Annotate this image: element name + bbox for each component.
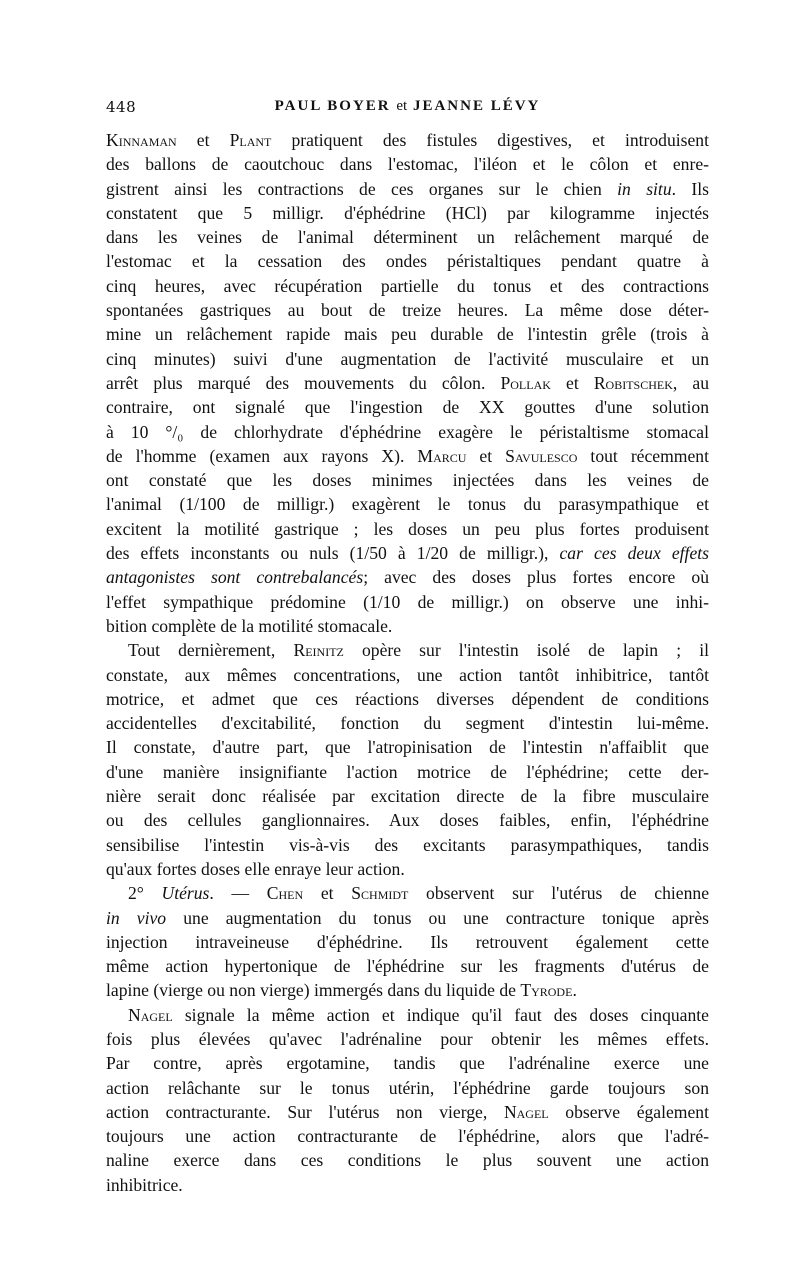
text-run: fois plus élevées qu'avec l'adrénaline pour obtenir les mêmes effets. — [106, 1028, 709, 1049]
text-line — [106, 1051, 709, 1075]
text-run: d'une manière insignifiante l'action motrice de l'éphédrine; cette der- — [106, 761, 709, 782]
text-line — [106, 249, 709, 273]
author-conjunction: et — [396, 98, 408, 114]
text-run: Tout dernièrement, — [128, 640, 294, 661]
text-run: signale la même action et indique qu'il faut des doses cinquante — [172, 1004, 709, 1025]
text-run: tout récemment — [577, 445, 709, 466]
text-line — [106, 954, 709, 978]
text-run: bition complète de la motilité stomacale. — [106, 615, 393, 636]
text-run: l'effet sympathique prédomine (1/10 de milligr.) on observe une inhi- — [106, 591, 709, 612]
text-run: action contracturante. Sur l'utérus non vierge, — [106, 1101, 504, 1122]
text-run: . Ils — [671, 178, 709, 199]
text-line — [106, 468, 709, 492]
text-line — [106, 420, 709, 444]
text-line — [106, 808, 709, 832]
italic-text: antagonistes sont contrebalancés — [106, 567, 364, 588]
text-line — [106, 1027, 709, 1051]
text-run: arrêt plus marqué des mouvements du côlon. — [106, 372, 501, 393]
text-line — [106, 444, 709, 468]
author-name: Pollak — [500, 372, 551, 393]
author-name: Robitschek — [593, 372, 673, 393]
text-line — [106, 128, 709, 152]
text-run: ou des cellules ganglionnaires. Aux doses faibles, enfin, l'éphédrine — [106, 810, 709, 831]
italic-text: Utérus — [161, 883, 210, 904]
text-run: sensibilise l'intestin vis-à-vis des excitants parasympathiques, tandis — [106, 834, 709, 855]
text-run: ; avec des doses plus fortes encore où — [363, 567, 709, 588]
text-run: , au — [672, 372, 709, 393]
text-run: de l'homme (examen aux rayons X). — [106, 445, 418, 466]
author-2: JEANNE LÉVY — [412, 98, 541, 114]
text-line — [106, 614, 709, 638]
text-run: . — [572, 980, 577, 1001]
text-line — [106, 225, 709, 249]
text-line — [106, 735, 709, 759]
text-run: dans les veines de l'animal déterminent un relâchement marqué de — [106, 227, 709, 248]
text-run: des effets inconstants ou nuls (1/50 à 1/20 de milligr.), — [106, 543, 560, 564]
text-line — [106, 906, 709, 930]
text-run: cinq minutes) suivi d'une augmentation de l'activité musculaire et un — [106, 348, 709, 369]
text-line — [106, 322, 709, 346]
text-run: gistrent ainsi les contractions de ces organes sur le chien — [106, 178, 618, 199]
text-line — [106, 517, 709, 541]
text-line — [106, 1124, 709, 1148]
text-run: observent sur l'utérus de chienne — [408, 883, 709, 904]
text-run: opère sur l'intestin isolé de lapin ; il — [343, 640, 709, 661]
text-run: cinq heures, avec récupération partielle du tonus et des contractions — [106, 275, 709, 296]
text-line — [106, 347, 709, 371]
text-run: à 10 °/₀ de chlorhydrate d'éphédrine exagère le péristaltisme stomacal — [106, 421, 709, 442]
text-line — [106, 298, 709, 322]
author-1: PAUL BOYER — [274, 98, 391, 114]
text-line — [106, 930, 709, 954]
text-line — [106, 711, 709, 735]
author-name: Plant — [229, 130, 272, 150]
page-header — [106, 98, 709, 120]
text-line — [106, 177, 709, 201]
text-run: action relâchante sur le tonus utérin, l'éphédrine garde toujours son — [106, 1077, 709, 1098]
text-run: toujours une action contracturante de l'éphédrine, alors que l'adré- — [106, 1126, 709, 1147]
text-run: naline exerce dans ces conditions le plus souvent une action — [106, 1150, 709, 1171]
body-text — [106, 128, 709, 1197]
text-run: même action hypertonique de l'éphédrine sur les fragments d'utérus de — [106, 956, 709, 977]
text-line — [106, 663, 709, 687]
text-line — [106, 833, 709, 857]
author-name: Chen — [266, 883, 304, 904]
text-run: Par contre, après ergotamine, tandis que l'adrénaline exerce une — [106, 1053, 709, 1074]
author-name: Reinitz — [293, 640, 344, 661]
text-run: pratiquent des fistules digestives, et introduisent — [271, 130, 709, 150]
text-line — [106, 978, 709, 1002]
text-line — [106, 760, 709, 784]
author-name: Schmidt — [351, 883, 409, 904]
text-line — [106, 784, 709, 808]
text-line — [106, 395, 709, 419]
text-run: spontanées gastriques au bout de treize heures. La même dose déter- — [106, 300, 709, 321]
text-run: contraire, ont signalé que l'ingestion de XX gouttes d'une solution — [106, 397, 709, 418]
text-run: constatent que 5 milligr. d'éphédrine (HCl) par kilogramme injectés — [106, 202, 709, 223]
running-head — [106, 98, 709, 115]
text-run: excitent la motilité gastrique ; les doses un peu plus fortes produisent — [106, 518, 709, 539]
text-run: et — [303, 883, 352, 904]
text-run: inhibitrice. — [106, 1174, 183, 1195]
text-line — [106, 201, 709, 225]
text-line — [106, 274, 709, 298]
text-line — [106, 565, 709, 589]
text-line — [106, 1173, 709, 1197]
author-name: Marcu — [417, 445, 467, 466]
text-line — [106, 492, 709, 516]
text-run: Il constate, d'autre part, que l'atropinisation de l'intestin n'affaiblit que — [106, 737, 709, 758]
text-run: l'animal (1/100 de milligr.) exagèrent le tonus du parasympathique et — [106, 494, 709, 515]
text-line — [106, 1148, 709, 1172]
text-run: ont constaté que les doses minimes injectées dans les veines de — [106, 470, 709, 491]
italic-text: in vivo — [106, 907, 167, 928]
text-line — [106, 1076, 709, 1100]
text-run: constate, aux mêmes concentrations, une action tantôt inhibitrice, tantôt — [106, 664, 709, 685]
text-run: motrice, et admet que ces réactions diverses dépendent de conditions — [106, 688, 709, 709]
author-name: Nagel — [128, 1004, 173, 1025]
text-run: qu'aux fortes doses elle enraye leur action. — [106, 858, 405, 879]
text-run: et — [550, 372, 594, 393]
text-run: des ballons de caoutchouc dans l'estomac, l'iléon et le côlon et enre- — [106, 154, 709, 175]
text-run: et — [466, 445, 506, 466]
text-run: observe également — [548, 1101, 709, 1122]
text-run: mine un relâchement rapide mais peu durable de l'intestin grêle (trois à — [106, 324, 709, 345]
text-run: lapine (vierge ou non vierge) immergés dans du liquide de — [106, 980, 521, 1001]
text-run: injection intraveineuse d'éphédrine. Ils retrouvent également cette — [106, 931, 709, 952]
text-line — [106, 541, 709, 565]
text-run: une augmentation du tonus ou une contracture tonique après — [166, 907, 709, 928]
text-run: et — [176, 130, 230, 150]
text-line — [106, 590, 709, 614]
text-line — [106, 1100, 709, 1124]
text-line — [106, 1003, 709, 1027]
author-name: Savulesco — [505, 445, 578, 466]
text-line — [106, 152, 709, 176]
text-run: nière serait donc réalisée par excitation directe de la fibre musculaire — [106, 786, 709, 807]
text-line — [106, 857, 709, 881]
text-line — [106, 687, 709, 711]
page-number: 448 — [106, 98, 137, 116]
text-line — [106, 371, 709, 395]
author-name: Tyrode — [520, 980, 573, 1001]
author-name: Kinnaman — [106, 130, 177, 150]
text-line — [106, 881, 709, 905]
text-run: accidentelles d'excitabilité, fonction du segment d'intestin lui-même. — [106, 713, 709, 734]
author-name: Nagel — [503, 1101, 549, 1122]
text-run: . — — [209, 883, 267, 904]
text-run: l'estomac et la cessation des ondes péristaltiques pendant quatre à — [106, 251, 709, 272]
text-run: 2° — [128, 883, 162, 904]
text-line — [106, 638, 709, 662]
italic-text: in situ — [617, 178, 672, 199]
italic-text: car ces deux effets — [559, 543, 709, 564]
